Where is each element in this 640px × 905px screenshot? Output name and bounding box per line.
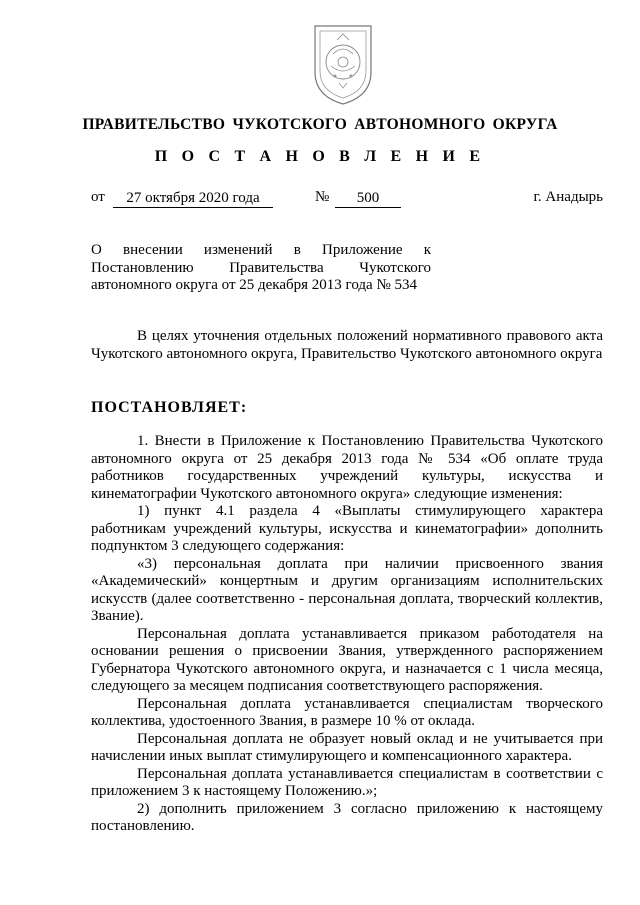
document-number: 500 — [335, 189, 401, 208]
body-paragraph: 1. Внести в Приложение к Постановлению Правительства Чукотского автономного округа от 25 декабря 2013 года № 534 «Об оплате труда работников государственных учреждений культуры, искусства и кинематографии Чукотского автономного округа» следующие изменения: — [91, 433, 603, 502]
date-prefix: от — [91, 189, 105, 205]
preamble — [91, 328, 603, 363]
preamble-text: В целях уточнения отдельных положений нормативного правового акта Чукотского автономного округа, Правительство Чукотского автономного округа — [91, 328, 603, 362]
number-prefix: № — [315, 189, 330, 205]
decree-word: ПОСТАНОВЛЯЕТ: — [91, 399, 248, 416]
body-paragraph: 2) дополнить приложением 3 согласно приложению к настоящему постановлению. — [91, 800, 603, 834]
body-paragraph: 1) пункт 4.1 раздела 4 «Выплаты стимулирующего характера работникам учреждений культуры, искусства и кинематографии» дополнить подпунктом 3 следующего содержания: — [91, 503, 603, 554]
document-subject — [91, 242, 431, 295]
document-meta — [91, 189, 603, 209]
government-title: ПРАВИТЕЛЬСТВО ЧУКОТСКОГО АВТОНОМНОГО ОКРУГА — [82, 116, 558, 133]
subject-line: Постановлению Правительства Чукотского — [91, 259, 431, 276]
body-paragraph: Персональная доплата устанавливается специалистам в соответствии с приложением 3 к настоящему Положению.»; — [91, 765, 603, 799]
document-body — [91, 433, 603, 836]
subject-line: О внесении изменений в Приложение к — [91, 242, 431, 258]
body-paragraph: Персональная доплата не образует новый оклад и не учитывается при начислении иных выплат стимулирующего и компенсационного характера. — [91, 730, 603, 764]
subject-line: автономного округа от 25 декабря 2013 года № 534 — [91, 277, 418, 293]
coat-of-arms-icon — [311, 20, 375, 106]
document-date: 27 октября 2020 года — [113, 189, 273, 208]
body-paragraph: «3) персональная доплата при наличии присвоенного звания «Академический» концертным и другим организациям исполнительских искусств (далее соответственно - персональная доплата, творческий коллектив, Звание). — [91, 555, 603, 624]
body-paragraph: Персональная доплата устанавливается специалистам творческого коллектива, удостоенного Звания, в размере 10 % от оклада. — [91, 695, 603, 729]
document-type: П О С Т А Н О В Л Е Н И Е — [154, 148, 486, 165]
document-city: г. Анадырь — [533, 189, 603, 205]
body-paragraph: Персональная доплата устанавливается приказом работодателя на основании решения о присвоении Звания, утвержденного распоряжением Губернатора Чукотского автономного округа, и назначается с 1 числа месяца, следующего за месяцем подписания соответствующего распоряжения. — [91, 625, 603, 694]
